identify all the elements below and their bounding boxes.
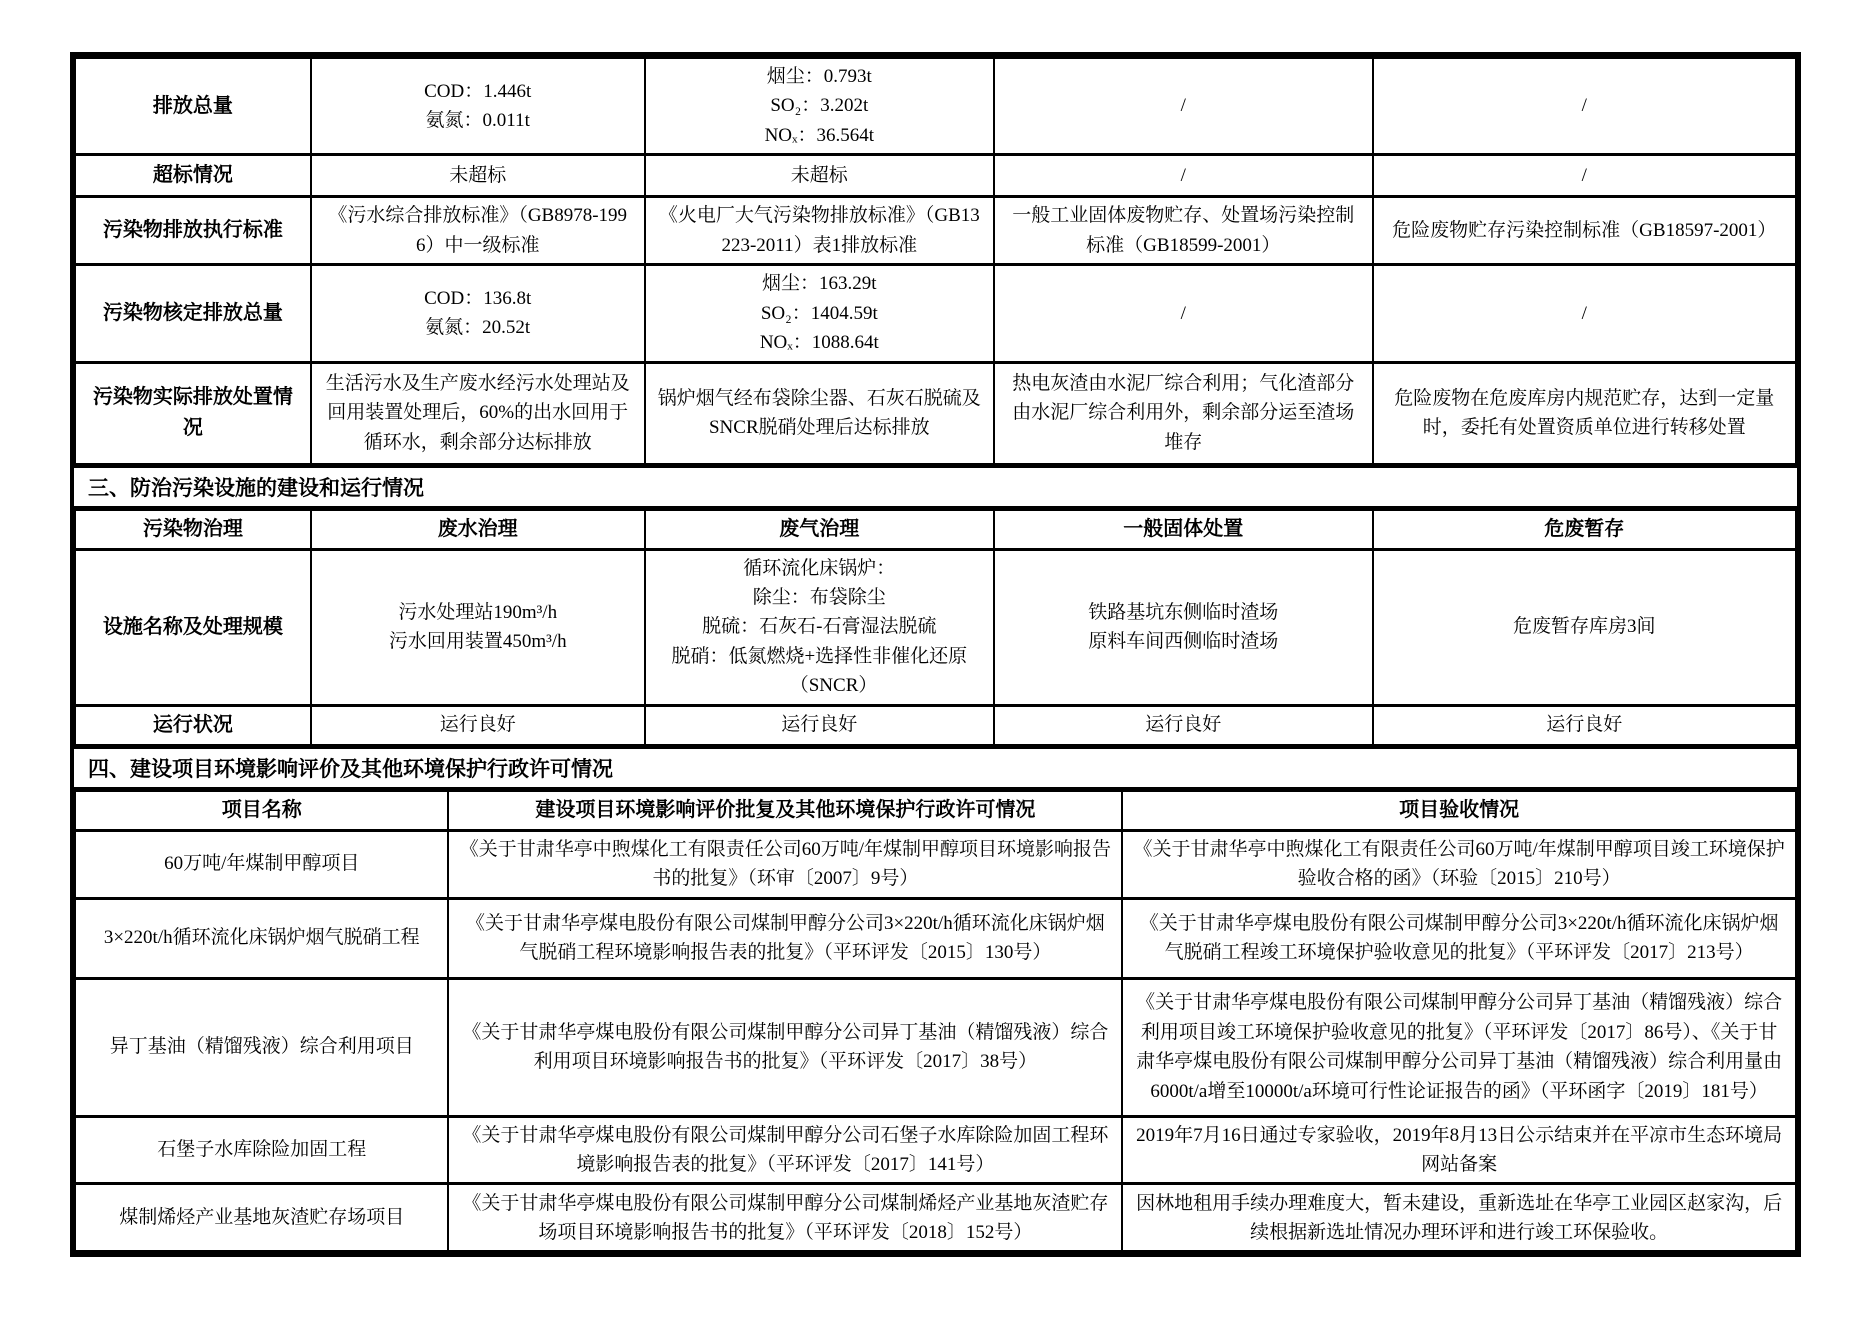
table-row bbox=[75, 1184, 1796, 1252]
projects-header-approval: 建设项目环境影响评价批复及其他环境保护行政许可情况 bbox=[448, 790, 1122, 830]
emissions-cell-wastewater: COD：1.446t 氨氮：0.011t bbox=[311, 58, 645, 155]
table-row bbox=[75, 898, 1796, 978]
facilities-header-gas: 废气治理 bbox=[645, 509, 994, 549]
row-label: 排放总量 bbox=[75, 58, 311, 155]
project-name-cell: 煤制烯烃产业基地灰渣贮存场项目 bbox=[75, 1184, 448, 1252]
status-cell-wastewater: 运行良好 bbox=[311, 705, 645, 745]
project-name-cell: 异丁基油（精馏残液）综合利用项目 bbox=[75, 978, 448, 1116]
facilities-header-hazardous: 危废暂存 bbox=[1373, 509, 1796, 549]
facilities-header-solid: 一般固体处置 bbox=[994, 509, 1373, 549]
approved-cell-hazardous: / bbox=[1373, 265, 1796, 362]
facilities-header-treatment: 污染物治理 bbox=[75, 509, 311, 549]
project-acceptance-cell: 《关于甘肃华亭中煦煤化工有限责任公司60万吨/年煤制甲醇项目竣工环境保护验收合格的函》（环验〔2015〕210号） bbox=[1122, 830, 1796, 898]
row-label: 污染物核定排放总量 bbox=[75, 265, 311, 362]
projects-header-acceptance: 项目验收情况 bbox=[1122, 790, 1796, 830]
project-name-cell: 60万吨/年煤制甲醇项目 bbox=[75, 830, 448, 898]
facility-cell-solid: 铁路基坑东侧临时渣场 原料车间西侧临时渣场 bbox=[994, 549, 1373, 705]
environmental-report-table bbox=[70, 52, 1801, 1257]
disposal-cell-hazardous: 危险废物在危废库房内规范贮存，达到一定量时，委托有处置资质单位进行转移处置 bbox=[1373, 362, 1796, 464]
row-label: 污染物实际排放处置情况 bbox=[75, 362, 311, 464]
exceedance-cell-hazardous: / bbox=[1373, 155, 1796, 197]
projects-table bbox=[74, 789, 1797, 1254]
status-cell-gas: 运行良好 bbox=[645, 705, 994, 745]
table-row bbox=[75, 362, 1796, 464]
approved-cell-gas: 烟尘：163.29t SO₂：1404.59t NOₓ：1088.64t bbox=[645, 265, 994, 362]
section-heading-4: 四、建设项目环境影响评价及其他环境保护行政许可情况 bbox=[74, 747, 1797, 789]
approved-cell-solid: / bbox=[994, 265, 1373, 362]
emissions-cell-gas: 烟尘：0.793t SO₂：3.202t NOₓ：36.564t bbox=[645, 58, 994, 155]
status-cell-hazardous: 运行良好 bbox=[1373, 705, 1796, 745]
standard-cell-solid: 一般工业固体废物贮存、处置场污染控制标准（GB18599-2001） bbox=[994, 197, 1373, 265]
project-acceptance-cell: 因林地租用手续办理难度大，暂未建设，重新选址在华亭工业园区赵家沟，后续根据新选址情况办理环评和进行竣工环保验收。 bbox=[1122, 1184, 1796, 1252]
project-name-cell: 石堡子水库除险加固工程 bbox=[75, 1116, 448, 1184]
table-row bbox=[75, 978, 1796, 1116]
project-approval-cell: 《关于甘肃华亭煤电股份有限公司煤制甲醇分公司煤制烯烃产业基地灰渣贮存场项目环境影响报告书的批复》（平环评发〔2018〕152号） bbox=[448, 1184, 1122, 1252]
facilities-header-wastewater: 废水治理 bbox=[311, 509, 645, 549]
standard-cell-wastewater: 《污水综合排放标准》（GB8978-1996）中一级标准 bbox=[311, 197, 645, 265]
project-acceptance-cell: 《关于甘肃华亭煤电股份有限公司煤制甲醇分公司异丁基油（精馏残液）综合利用项目竣工环境保护验收意见的批复》（平环评发〔2017〕86号）、《关于甘肃华亭煤电股份有限公司煤制甲醇分公司异丁基油（精馏残液）综合利用量由6000t/a增至10000t/a环境可行性论证报告的函》（平环函字〔2019〕181号） bbox=[1122, 978, 1796, 1116]
emissions-cell-hazardous: / bbox=[1373, 58, 1796, 155]
facility-cell-wastewater: 污水处理站190m³/h 污水回用装置450m³/h bbox=[311, 549, 645, 705]
approved-cell-wastewater: COD：136.8t 氨氮：20.52t bbox=[311, 265, 645, 362]
status-cell-solid: 运行良好 bbox=[994, 705, 1373, 745]
facility-cell-gas: 循环流化床锅炉： 除尘：布袋除尘 脱硫：石灰石-石膏湿法脱硫 脱硝：低氮燃烧+选择性非催化还原 （SNCR） bbox=[645, 549, 994, 705]
table-header-row bbox=[75, 790, 1796, 830]
row-label: 污染物排放执行标准 bbox=[75, 197, 311, 265]
table-row bbox=[75, 197, 1796, 265]
projects-header-name: 项目名称 bbox=[75, 790, 448, 830]
project-approval-cell: 《关于甘肃华亭煤电股份有限公司煤制甲醇分公司3×220t/h循环流化床锅炉烟气脱硝工程环境影响报告表的批复》（平环评发〔2015〕130号） bbox=[448, 898, 1122, 978]
project-approval-cell: 《关于甘肃华亭中煦煤化工有限责任公司60万吨/年煤制甲醇项目环境影响报告书的批复》（环审〔2007〕9号） bbox=[448, 830, 1122, 898]
project-acceptance-cell: 《关于甘肃华亭煤电股份有限公司煤制甲醇分公司3×220t/h循环流化床锅炉烟气脱硝工程竣工环境保护验收意见的批复》（平环评发〔2017〕213号） bbox=[1122, 898, 1796, 978]
table-row bbox=[75, 1116, 1796, 1184]
standard-cell-gas: 《火电厂大气污染物排放标准》（GB13223-2011）表1排放标准 bbox=[645, 197, 994, 265]
table-row bbox=[75, 155, 1796, 197]
table-row bbox=[75, 705, 1796, 745]
table-row bbox=[75, 549, 1796, 705]
project-acceptance-cell: 2019年7月16日通过专家验收，2019年8月13日公示结束并在平凉市生态环境局网站备案 bbox=[1122, 1116, 1796, 1184]
table-row bbox=[75, 58, 1796, 155]
disposal-cell-gas: 锅炉烟气经布袋除尘器、石灰石脱硫及SNCR脱硝处理后达标排放 bbox=[645, 362, 994, 464]
exceedance-cell-wastewater: 未超标 bbox=[311, 155, 645, 197]
exceedance-cell-solid: / bbox=[994, 155, 1373, 197]
facility-cell-hazardous: 危废暂存库房3间 bbox=[1373, 549, 1796, 705]
table-header-row bbox=[75, 509, 1796, 549]
emissions-cell-solid: / bbox=[994, 58, 1373, 155]
disposal-cell-wastewater: 生活污水及生产废水经污水处理站及回用装置处理后，60%的出水回用于循环水，剩余部分达标排放 bbox=[311, 362, 645, 464]
project-approval-cell: 《关于甘肃华亭煤电股份有限公司煤制甲醇分公司石堡子水库除险加固工程环境影响报告表的批复》（平环评发〔2017〕141号） bbox=[448, 1116, 1122, 1184]
emissions-table bbox=[74, 56, 1797, 466]
facilities-table bbox=[74, 508, 1797, 747]
project-approval-cell: 《关于甘肃华亭煤电股份有限公司煤制甲醇分公司异丁基油（精馏残液）综合利用项目环境影响报告书的批复》（平环评发〔2017〕38号） bbox=[448, 978, 1122, 1116]
disposal-cell-solid: 热电灰渣由水泥厂综合利用；气化渣部分由水泥厂综合利用外，剩余部分运至渣场堆存 bbox=[994, 362, 1373, 464]
project-name-cell: 3×220t/h循环流化床锅炉烟气脱硝工程 bbox=[75, 898, 448, 978]
row-label: 设施名称及处理规模 bbox=[75, 549, 311, 705]
exceedance-cell-gas: 未超标 bbox=[645, 155, 994, 197]
table-row bbox=[75, 830, 1796, 898]
section-heading-3: 三、防治污染设施的建设和运行情况 bbox=[74, 466, 1797, 508]
row-label: 超标情况 bbox=[75, 155, 311, 197]
row-label: 运行状况 bbox=[75, 705, 311, 745]
standard-cell-hazardous: 危险废物贮存污染控制标准（GB18597-2001） bbox=[1373, 197, 1796, 265]
table-row bbox=[75, 265, 1796, 362]
